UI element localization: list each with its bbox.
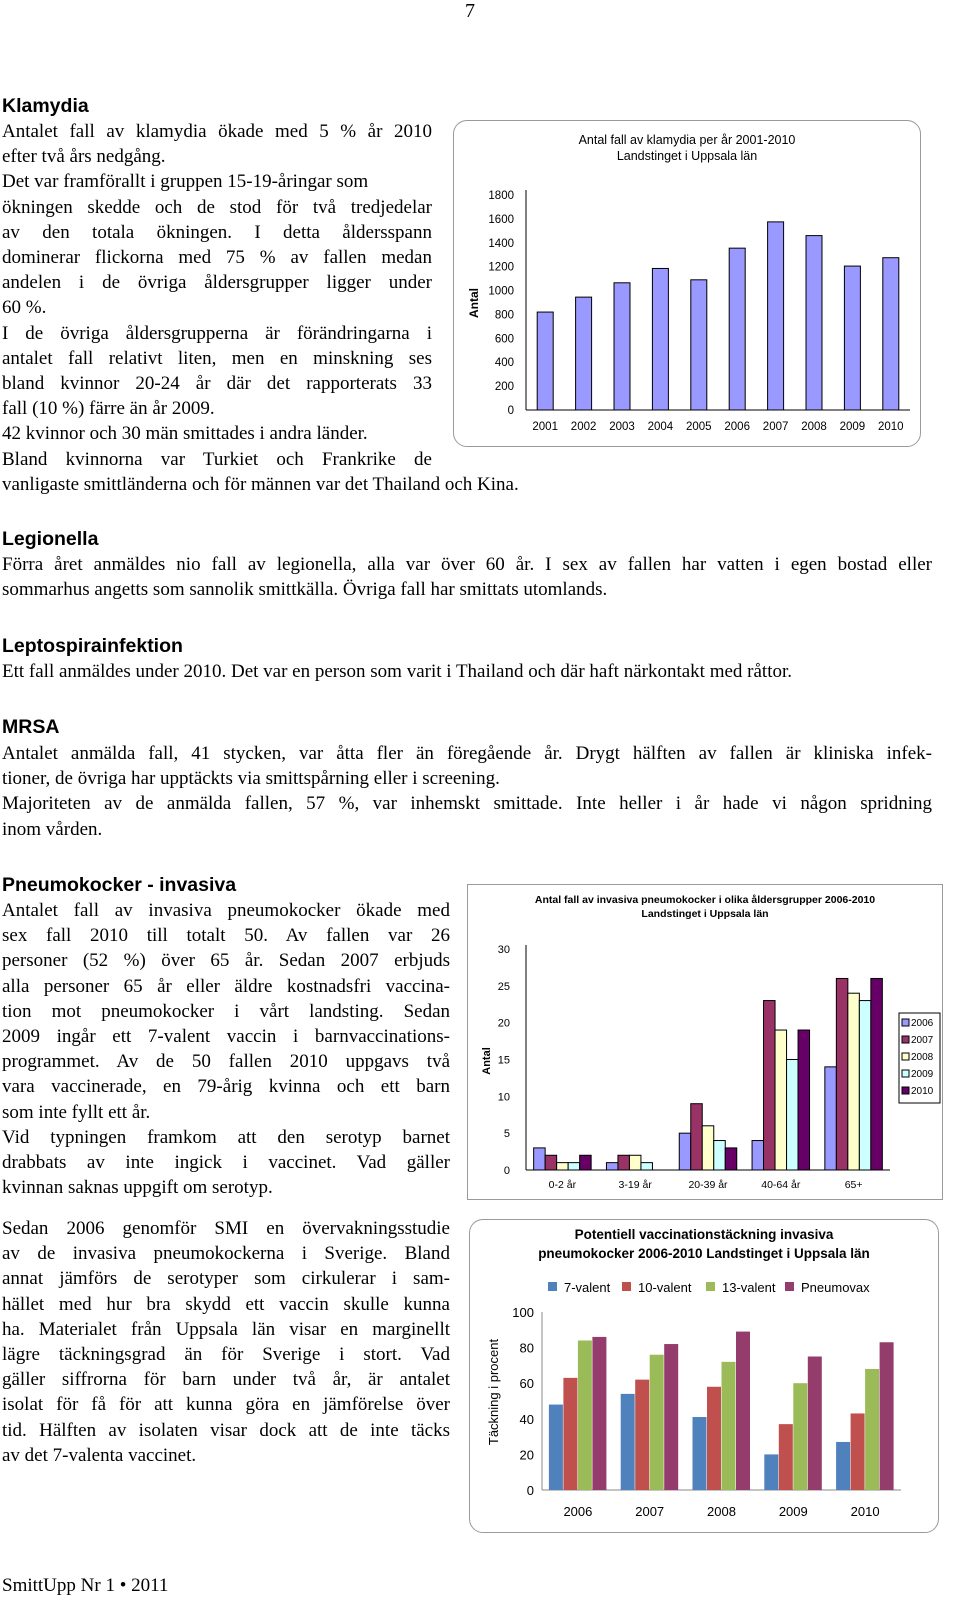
bar	[650, 1355, 664, 1490]
x-tick-label: 2007	[762, 421, 789, 433]
text-line: sex fall 2010 till totalt 50. Av fallen var 26	[2, 925, 450, 947]
text-line: av de invasiva pneumokockerna i Sverige. Bland	[2, 1243, 450, 1265]
bar	[592, 1337, 606, 1490]
legend-label: 2009	[911, 1069, 934, 1080]
klamydia-chart-svg	[454, 121, 920, 446]
bar	[635, 1380, 649, 1490]
text-line: vara vaccinerade, en 79-årig kvinna och ett barn	[2, 1076, 450, 1098]
x-tick-label: 2001	[532, 421, 558, 433]
text-line: gäller siffrorna för barn under två år, är antalet	[2, 1369, 450, 1391]
bar	[534, 1148, 546, 1170]
page-number: 7	[465, 0, 475, 22]
y-tick-label: 40	[519, 1411, 534, 1427]
bar	[793, 1383, 807, 1490]
y-tick-label: 400	[494, 357, 514, 370]
y-tick-label: 1400	[488, 237, 514, 250]
lepto-text	[2, 659, 932, 684]
legend-label: 2008	[911, 1052, 934, 1063]
text-line: lägre täckningsgrad än för Sverige i stort. Vad	[2, 1344, 450, 1366]
legend-label: 10-valent	[638, 1280, 692, 1295]
bar	[736, 1332, 750, 1490]
y-axis-label: Antal	[467, 288, 481, 318]
text-line: 2009 ingår ett 7-valent vaccin i barnvaccinations-	[2, 1026, 450, 1048]
bar	[714, 1141, 726, 1170]
bar	[729, 248, 745, 410]
bar	[679, 1133, 691, 1170]
chart-subtitle: Landstinget i Uppsala län	[641, 908, 769, 920]
bar	[871, 978, 883, 1170]
legend-swatch	[902, 1036, 909, 1043]
bar	[764, 1001, 776, 1170]
chart-title: Antal fall av invasiva pneumokocker i olika åldersgrupper 2006-2010	[534, 894, 876, 906]
y-tick-label: 10	[497, 1091, 510, 1104]
text-line: I de övriga åldersgrupperna är förändringarna i	[2, 322, 432, 344]
y-tick-label: 20	[497, 1017, 510, 1030]
legend-label: 2006	[911, 1018, 934, 1029]
x-tick-label: 2006	[563, 1504, 593, 1519]
legend-swatch	[902, 1087, 909, 1094]
footer: SmittUpp Nr 1 • 2011	[2, 1575, 169, 1596]
bar	[691, 1104, 703, 1170]
x-tick-label: 2006	[724, 421, 750, 433]
x-tick-label: 2004	[647, 421, 674, 433]
text-line: programmet. Av de 50 fallen 2010 uppgavs två	[2, 1051, 450, 1073]
text-line: tid. Hälften av isolaten visar dock att de inte täcks	[2, 1419, 450, 1441]
y-tick-label: 15	[497, 1054, 510, 1067]
legionella-heading: Legionella	[2, 528, 99, 550]
bar	[806, 236, 822, 410]
y-tick-label: 0	[507, 405, 514, 417]
text-line: hället med hur bra skydd ett vaccin skulle kunna	[2, 1293, 450, 1315]
bar	[549, 1405, 563, 1490]
x-tick-label: 40-64 år	[761, 1179, 801, 1191]
legend-label: 13-valent	[722, 1280, 776, 1295]
text-line: 60 %.	[2, 297, 47, 319]
x-tick-label: 2007	[635, 1504, 665, 1519]
bar	[537, 312, 553, 410]
text-line: kvinnan saknas uppgift om serotyp.	[2, 1177, 273, 1199]
bar	[563, 1378, 577, 1490]
bar	[859, 1001, 871, 1170]
pneumo-text	[2, 898, 450, 1200]
legend-swatch	[785, 1282, 794, 1291]
text-line: av det 7-valenta vaccinet.	[2, 1444, 197, 1466]
bar	[557, 1163, 569, 1170]
vaccination-coverage-chart	[469, 1219, 939, 1533]
text-line: av den totala ökningen. I detta åldersspann	[2, 221, 432, 243]
chart-subtitle: pneumokocker 2006-2010 Landstinget i Uppsala län	[538, 1246, 870, 1261]
legend-swatch	[622, 1282, 631, 1291]
text-line: Bland kvinnorna var Turkiet och Frankrike de	[2, 448, 432, 470]
legend-label: 7-valent	[564, 1280, 611, 1295]
y-tick-label: 100	[512, 1305, 534, 1320]
bar	[664, 1344, 678, 1490]
y-tick-label: 1000	[488, 285, 514, 298]
bar	[808, 1357, 822, 1491]
text-line: isolat för få för att kunna göra en jämförelse över	[2, 1394, 450, 1416]
bar	[707, 1387, 721, 1490]
x-tick-label: 65+	[844, 1179, 863, 1191]
bar	[641, 1163, 653, 1170]
mrsa-heading: MRSA	[2, 716, 60, 738]
text-line: dominerar flickorna med 75 % av fallen medan	[2, 247, 432, 269]
y-tick-label: 30	[497, 944, 510, 956]
text-line: tion mot pneumokocker i vårt landsting. Sedan	[2, 1000, 450, 1022]
y-tick-label: 0	[526, 1483, 534, 1498]
lepto-heading: Leptospirainfektion	[2, 635, 183, 657]
bar	[787, 1060, 799, 1171]
legend-swatch	[902, 1070, 909, 1077]
y-tick-label: 25	[497, 980, 510, 993]
y-tick-label: 80	[519, 1340, 534, 1356]
x-tick-label: 2005	[686, 421, 712, 433]
y-axis-label: Antal	[481, 1047, 493, 1075]
bar	[606, 1163, 618, 1170]
bar	[629, 1155, 641, 1170]
text-line: vanligaste smittländerna och för männen var det Thailand och Kina.	[2, 473, 519, 495]
legend-swatch	[902, 1053, 909, 1060]
text-line: personer (52 %) över 65 år. Sedan 2007 erbjuds	[2, 950, 450, 972]
klamydia-chart	[453, 120, 921, 447]
x-tick-label: 2010	[878, 421, 904, 433]
text-line: Majoriteten av de anmälda fallen, 57 %, var inhemskt smittade. Inte heller i år hade vi någon spridning	[2, 793, 932, 815]
bar	[691, 280, 707, 410]
y-tick-label: 1600	[488, 213, 514, 226]
text-line: Det var framförallt i gruppen 15-19-åringar som	[2, 171, 369, 193]
bar	[752, 1141, 764, 1170]
bar	[652, 268, 668, 410]
text-line: Ett fall anmäldes under 2010. Det var en person som varit i Thailand och där haft närkontakt med råttor.	[2, 661, 793, 682]
bar	[614, 283, 630, 410]
text-line: annat jämförs de serotyper som cirkulerar i sam-	[2, 1268, 450, 1290]
bar	[798, 1030, 810, 1170]
x-tick-label: 3-19 år	[618, 1179, 652, 1191]
mrsa-text	[2, 741, 932, 842]
bar	[725, 1148, 737, 1170]
text-line: antalet fall relativt liten, men en minskning ses	[2, 347, 432, 369]
bar	[568, 1163, 580, 1170]
text-line: Antalet fall av klamydia ökade med 5 % år 2010	[2, 121, 432, 142]
y-tick-label: 60	[519, 1376, 534, 1392]
bar	[844, 266, 860, 410]
legend-swatch	[548, 1282, 557, 1291]
text-line: 42 kvinnor och 30 män smittades i andra länder.	[2, 423, 368, 445]
x-tick-label: 2008	[801, 421, 827, 433]
text-line: andelen i de övriga åldersgrupper ligger under	[2, 272, 432, 294]
klamydia-heading: Klamydia	[2, 95, 89, 117]
y-tick-label: 1200	[488, 261, 514, 274]
x-tick-label: 20-39 år	[688, 1179, 728, 1191]
y-tick-label: 200	[494, 381, 514, 394]
bar	[722, 1362, 736, 1490]
bar	[621, 1394, 635, 1490]
legend-label: Pneumovax	[801, 1280, 870, 1295]
bar	[865, 1369, 879, 1490]
y-tick-label: 800	[494, 309, 514, 322]
bar	[775, 1030, 787, 1170]
text-line: Antalet anmälda fall, 41 stycken, var åtta fler än föregående år. Drygt hälften av fallen är kliniska infek-	[2, 743, 932, 764]
bar	[578, 1340, 592, 1490]
bar	[851, 1413, 865, 1490]
text-line: fall (10 %) färre än år 2009.	[2, 398, 215, 420]
text-line: efter två års nedgång.	[2, 146, 166, 168]
y-tick-label: 5	[503, 1128, 510, 1141]
text-line: inom vården.	[2, 818, 103, 840]
bar	[880, 1342, 894, 1490]
text-line: Förra året anmäldes nio fall av legionella, alla var över 60 år. I sex av fallen har vatten i egen bostad eller	[2, 554, 932, 575]
text-line: tioner, de övriga har upptäckts via smittspårning eller i screening.	[2, 768, 500, 790]
bar	[545, 1155, 557, 1170]
x-tick-label: 2009	[778, 1504, 808, 1519]
text-line: Sedan 2006 genomför SMI en övervakningsstudie	[2, 1218, 450, 1239]
x-tick-label: 2002	[570, 421, 597, 433]
bar	[779, 1424, 793, 1490]
bar	[576, 297, 592, 410]
y-axis-label: Täckning i procent	[486, 1338, 501, 1446]
x-tick-label: 2010	[850, 1504, 880, 1519]
bar	[883, 258, 899, 410]
chart-title: Potentiell vaccinationstäckning invasiva	[574, 1227, 834, 1242]
y-tick-label: 1800	[488, 190, 514, 202]
legend-label: 2007	[911, 1035, 934, 1046]
text-line: ökningen skedde och de stod för två tredjedelar	[2, 196, 432, 218]
x-tick-label: 2009	[839, 421, 866, 433]
text-line: som inte fyllt ett år.	[2, 1101, 151, 1123]
text-line: ha. Materialet från Uppsala län visar en marginellt	[2, 1318, 450, 1340]
vaccination-coverage-chart-svg	[470, 1220, 938, 1532]
bar	[825, 1067, 837, 1170]
bar	[580, 1155, 592, 1170]
text-line: bland kvinnor 20-24 år där det rapporterats 33	[2, 373, 432, 395]
chart-subtitle: Landstinget i Uppsala län	[616, 149, 758, 163]
bar	[768, 222, 784, 410]
legionella-text	[2, 552, 932, 602]
text-line: Antalet fall av invasiva pneumokocker ökade med	[2, 900, 450, 921]
text-line: alla personer 65 år eller äldre kostnadsfri vaccina-	[2, 975, 450, 997]
text-line: sommarhus angetts som sannolik smittkälla. Övriga fall har smittats utomlands.	[2, 579, 608, 601]
pneumo-heading: Pneumokocker - invasiva	[2, 874, 237, 896]
y-tick-label: 0	[503, 1165, 510, 1177]
pneumo-age-chart	[467, 884, 943, 1200]
pneumo-age-chart-svg	[468, 885, 942, 1199]
legend-swatch	[706, 1282, 715, 1291]
x-tick-label: 2008	[707, 1504, 736, 1519]
x-tick-label: 2003	[609, 421, 635, 433]
pneumo-text-2	[2, 1216, 450, 1468]
text-line: Vid typningen framkom att den serotyp barnet	[2, 1126, 450, 1148]
y-tick-label: 600	[494, 333, 514, 346]
bar	[836, 1442, 850, 1490]
bar	[618, 1155, 630, 1170]
bar	[848, 993, 860, 1170]
bar	[836, 978, 848, 1170]
bar	[693, 1417, 707, 1490]
legend-swatch	[902, 1019, 909, 1026]
bar	[702, 1126, 714, 1170]
text-line: drabbats av inte ingick i vaccinet. Vad gäller	[2, 1152, 450, 1174]
x-tick-label: 0-2 år	[548, 1179, 577, 1191]
bar	[764, 1454, 778, 1490]
chart-title: Antal fall av klamydia per år 2001-2010	[578, 133, 796, 147]
y-tick-label: 20	[519, 1447, 534, 1463]
legend-label: 2010	[911, 1086, 934, 1097]
